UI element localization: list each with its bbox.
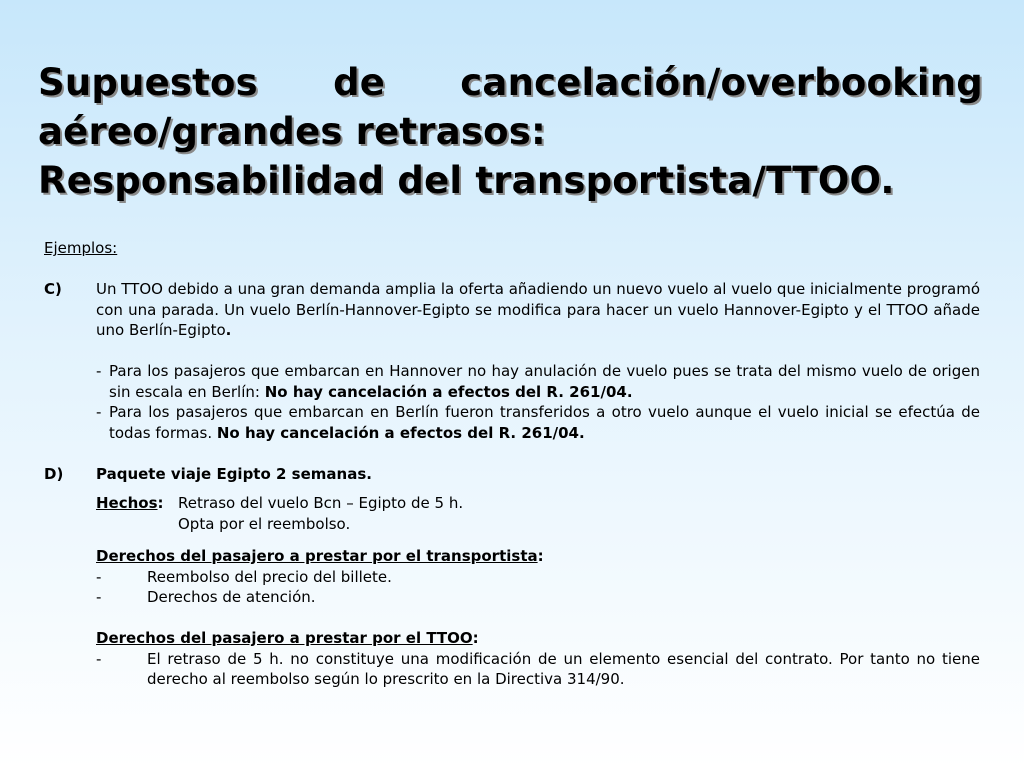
transportista-colon: : <box>537 547 544 565</box>
case-c-label: C) <box>44 280 62 298</box>
case-d-label: D) <box>44 464 64 483</box>
case-d-body <box>96 464 980 690</box>
hechos-row <box>96 493 980 534</box>
spacer <box>96 341 980 362</box>
hechos-colon: : <box>157 494 164 512</box>
bullet-text-plain: Para los pasajeros que embarcan en Hannover no hay anulación de vuelo pues se trata del mismo vuelo de origen sin escala en Berlín: <box>109 362 980 401</box>
case-c-intro-end: . <box>225 321 232 339</box>
ttoo-colon: : <box>472 629 479 647</box>
spacer <box>96 608 980 629</box>
hechos-line: Retraso del vuelo Bcn – Egipto de 5 h. <box>178 494 464 512</box>
title-word: Supuestos <box>38 61 258 104</box>
bullet-dash: - <box>96 362 102 380</box>
item-text: Reembolso del precio del billete. <box>147 567 392 586</box>
transportista-item <box>96 567 980 588</box>
title-word: cancelación/overbooking <box>460 61 983 104</box>
bullet-text-plain: Para los pasajeros que embarcan en Berlín fueron transferidos a otro vuelo aunque el vuelo inicial se efectúa de todas formas. <box>109 403 980 442</box>
item-dash: - <box>96 649 102 668</box>
slide-title <box>38 58 983 205</box>
spacer <box>96 484 980 493</box>
spacer <box>44 259 980 280</box>
item-dash: - <box>96 567 102 586</box>
item-text: El retraso de 5 h. no constituye una modificación de un elemento esencial del contrato. Por tanto no tiene derecho al reembolso según lo prescrito en la Directiva 314/90. <box>147 649 980 688</box>
transportista-heading-wrap <box>96 546 980 567</box>
case-c <box>44 279 980 443</box>
ttoo-item <box>96 649 980 690</box>
case-c-bullet <box>96 402 980 443</box>
case-c-intro-text: Un TTOO debido a una gran demanda amplia la oferta añadiendo un nuevo vuelo al vuelo que inicialmente programó con una parada. Un vuelo Berlín-Hannover-Egipto se modifica para hacer un vuelo Hannover-Egipto y el TTOO añade uno Berlín-Egipto <box>96 280 980 339</box>
title-line-3: Responsabilidad del transportista/TTOO. <box>38 159 895 202</box>
case-d <box>44 464 980 690</box>
bullet-text-bold: No hay cancelación a efectos del R. 261/04. <box>264 382 633 401</box>
hechos-label-wrap <box>96 493 178 534</box>
bullet-text-bold: No hay cancelación a efectos del R. 261/04. <box>216 423 585 442</box>
hechos-label: Hechos <box>96 494 158 512</box>
case-c-intro <box>96 279 980 341</box>
ejemplos-label: Ejemplos: <box>44 239 118 257</box>
hechos-line: Opta por el reembolso. <box>178 514 351 533</box>
bullet-text <box>109 402 980 443</box>
bullet-text <box>109 361 980 402</box>
spacer <box>44 443 980 464</box>
hechos-values <box>178 493 463 534</box>
spacer <box>96 534 980 546</box>
ttoo-heading-wrap <box>96 628 980 649</box>
title-line-2: aéreo/grandes retrasos: <box>38 110 546 153</box>
case-d-heading: Paquete viaje Egipto 2 semanas. <box>96 464 372 483</box>
case-c-body <box>96 279 980 443</box>
item-dash: - <box>96 588 102 606</box>
case-c-bullet <box>96 361 980 402</box>
bullet-dash: - <box>96 403 102 421</box>
transportista-heading: Derechos del pasajero a prestar por el transportista <box>96 547 538 565</box>
item-text: Derechos de atención. <box>147 588 316 606</box>
title-word: de <box>333 61 386 104</box>
title-line-1 <box>38 58 983 107</box>
slide-content <box>44 238 980 690</box>
transportista-item <box>96 587 980 608</box>
ttoo-heading: Derechos del pasajero a prestar por el TTOO <box>96 629 473 647</box>
